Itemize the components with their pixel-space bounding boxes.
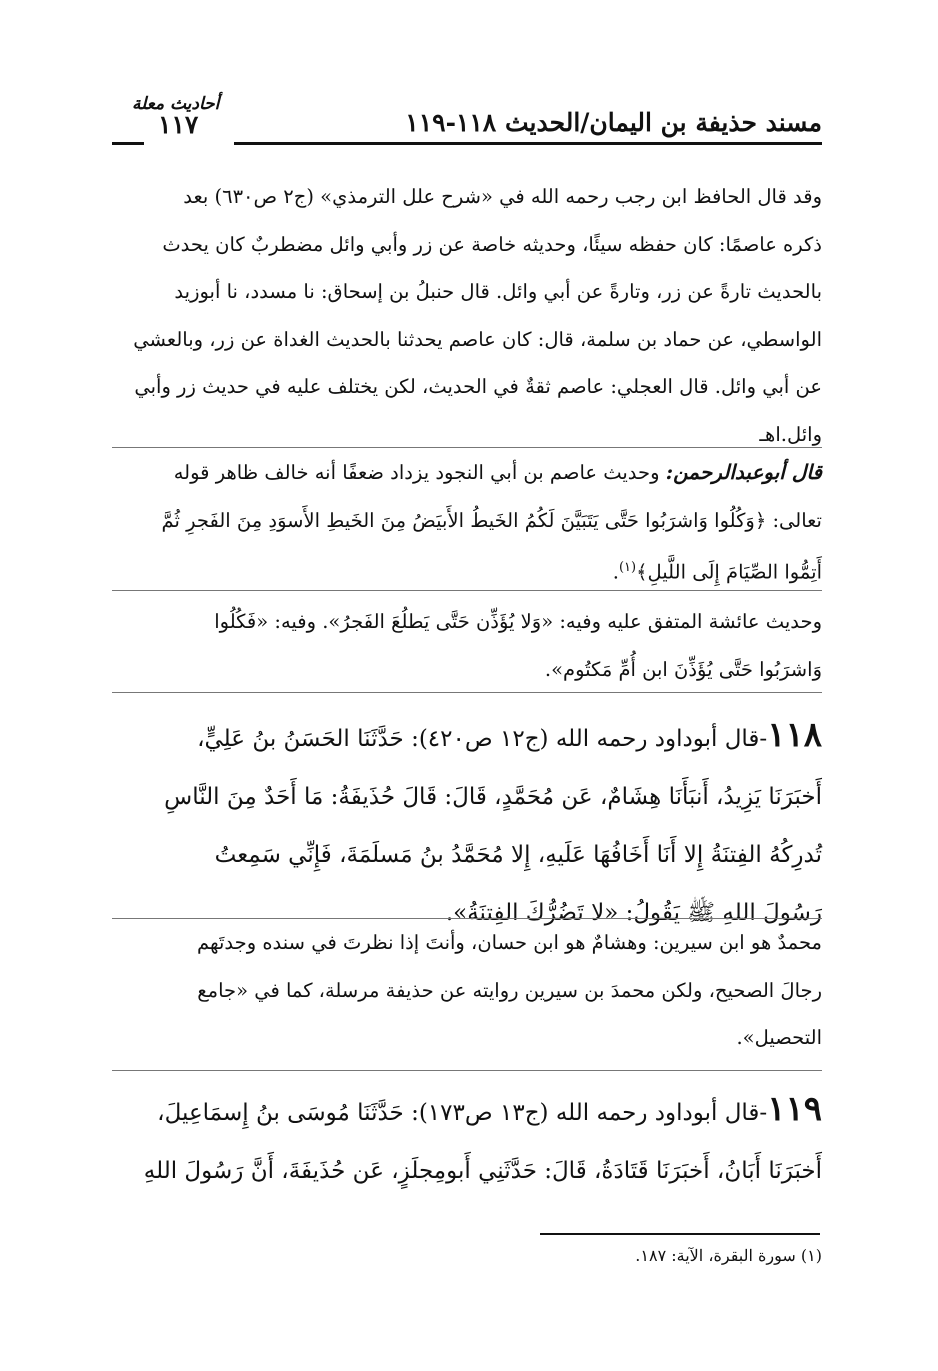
footnote: (١) سورة البقرة، الآية: ١٨٧. [635, 1246, 822, 1265]
page-header [112, 92, 822, 154]
text-line: رجالَ الصحيح، ولكن محمدَ بن سيرين روايته عن حذيفة مرسلة، كما في «جامع [197, 978, 822, 1002]
text-line: عن أبي وائل. قال العجلي: عاصم ثقةٌ في الحديث، لكن يختلف عليه في حديث زر وأبي [134, 375, 822, 398]
header-rule [234, 142, 822, 145]
hadith-line: رَسُولَ اللهِ ﷺ يَقُولُ: «لا تَضُرُّكَ الفِتنَةُ». [445, 900, 822, 926]
text-line: وقد قال الحافظ ابن رجب رحمه الله في «شرح علل الترمذي» (ج٢ ص٦٣٠) بعد [183, 185, 822, 208]
hadith-line: تُدرِكُهُ الفِتنَةُ إِلا أَنَا أَخَافُهَا عَلَيهِ، إِلا مُحَمَّدُ بنُ مَسلَمَةَ، فَإِنِّي سَمِعتُ [214, 842, 822, 868]
hadith-line: أَخبَرَنَا يَزِيدُ، أَنبَأَنَا هِشَامٌ، عَن مُحَمَّدٍ، قَالَ: قَالَ حُذَيفَةُ: مَا أَحَدٌ مِنَ النَّاسِ [164, 784, 822, 810]
section-divider [112, 447, 822, 448]
author-comment [112, 449, 822, 596]
header-rule-short [112, 142, 144, 145]
hadith-119 [112, 1080, 822, 1200]
text-line: التحصيل». [736, 1026, 822, 1049]
text-fragment: أَتِمُّوا الصِّيَامَ إِلَى اللَّيلِ﴾ [636, 560, 822, 584]
section-divider [112, 590, 822, 591]
running-title: مسند حذيفة بن اليمان/الحديث ١١٨-١١٩ [405, 108, 822, 137]
hadith-line: أَخبَرَنَا أَبَانُ، أَخبَرَنَا قَتَادَةُ، قَالَ: حَدَّثَنِي أَبومِجلَزٍ، عَن حُذَيفَةَ، أَنَّ رَسُولَ اللهِ [143, 1158, 822, 1184]
quran-verse-line: تعالى: ﴿وَكُلُوا وَاشرَبُوا حَتَّى يَتَبَيَّنَ لَكُمُ الخَيطُ الأَبيَضُ مِنَ الخَيطِ الأَسوَدِ مِنَ الفَجرِ ثُمَّ [161, 508, 822, 532]
text-line [112, 449, 822, 497]
hadith-number: ١١٩ [767, 1089, 822, 1129]
handwritten-note: أحاديث معلة [132, 94, 220, 114]
section-divider [112, 692, 822, 693]
author-label: قال أبوعبدالرحمن: [665, 460, 822, 484]
text-fragment: -قال أبوداود رحمه الله (ج١٢ ص٤٢٠): حَدَّثَنَا الحَسَنُ بنُ عَلِيٍّ، [197, 726, 768, 752]
text-line: ذكره عاصمًا: كان حفظه سيئًا، وحديثه خاصة عن زر وأبي وائل مضطربٌ كان يحدث [162, 232, 822, 256]
text-line: وائل.اهـ [759, 422, 822, 446]
text-fragment: . [612, 560, 619, 584]
footnote-rule [540, 1233, 820, 1235]
section-divider [112, 1070, 822, 1071]
text-fragment: وحديث عاصم بن أبي النجود يزداد ضعفًا أنه خالف ظاهر قوله [173, 461, 666, 484]
page-number: ١١٧ [158, 110, 199, 139]
hadith-line [112, 1080, 822, 1142]
text-fragment: -قال أبوداود رحمه الله (ج١٣ ص١٧٣): حَدَّثَنَا مُوسَى بنُ إِسمَاعِيلَ، [157, 1100, 768, 1126]
hadith-number: ١١٨ [767, 715, 822, 755]
text-line: الواسطي، عن حماد بن سلمة، قال: كان عاصم يحدثنا بالحديث الغداة عن زر، وبالعشي [133, 327, 822, 351]
text-line: بالحديث تارةً عن زر، وتارةً عن أبي وائل. قال حنبلُ بن إسحاق: نا مسدد، نا أبوزيد [174, 280, 822, 303]
hadith-118 [112, 706, 822, 942]
hadith-line [112, 706, 822, 768]
quran-verse-line [112, 544, 822, 596]
footnote-reference: (١) [618, 560, 637, 575]
text-line: وحديث عائشة المتفق عليه وفيه: «وَلا يُؤَذِّن حَتَّى يَطلُعَ الفَجرُ». وفيه: «فَكُلُوا [214, 610, 822, 633]
hadith-118-comment [112, 919, 822, 1062]
aisha-hadith-note [112, 598, 822, 693]
text-line: وَاشرَبُوا حَتَّى يُؤَذِّنَ ابن أُمِّ مَكتُوم». [544, 657, 822, 681]
ibn-rajab-quote [112, 173, 822, 458]
text-line: محمدٌ هو ابن سيرين: وهشامٌ هو ابن حسان، وأنتَ إذا نظرتَ في سنده وجدتَهم [197, 931, 822, 954]
